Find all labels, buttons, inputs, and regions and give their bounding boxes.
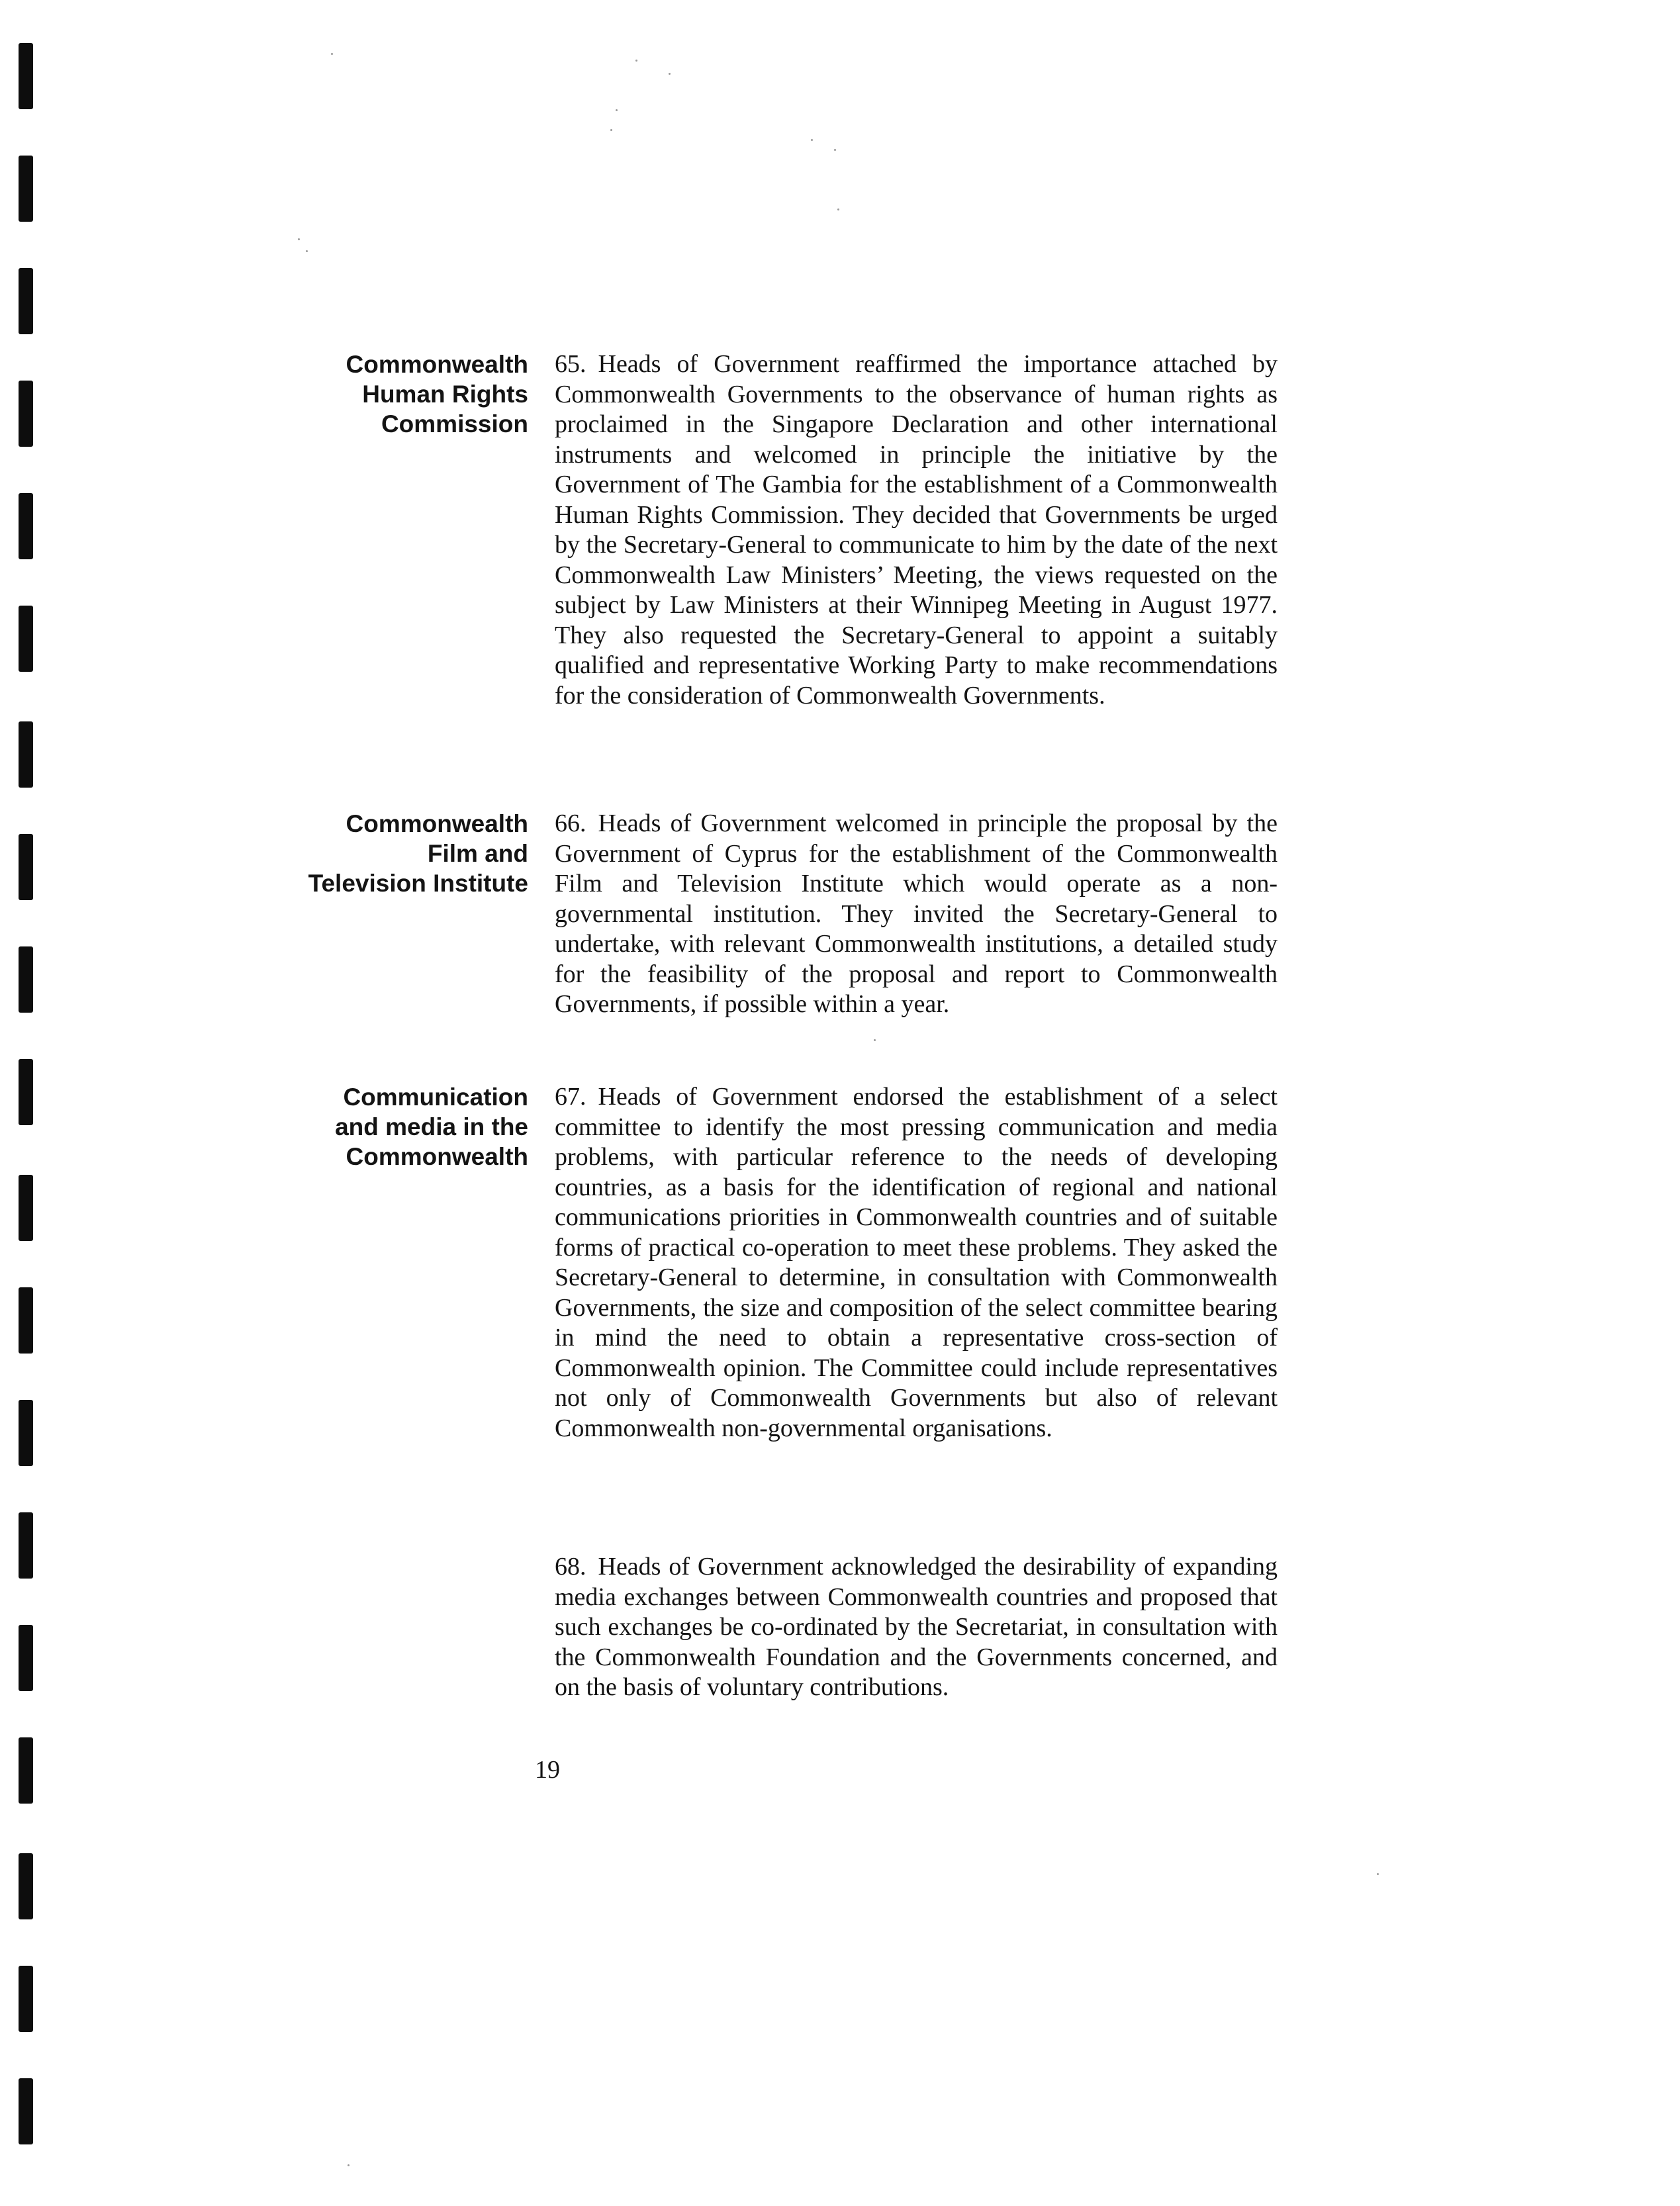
side-heading: Communication and media in the Commonwealth bbox=[335, 1083, 528, 1170]
binding-mark bbox=[19, 381, 33, 447]
paragraph-text: Heads of Government endorsed the establishment of a select committee to identify the most pressing communication and media problems, with particular reference to the needs of developing countries, as a basis for the identification of regional and national communications priorities in Commonwealth countries and of suitable forms of practical co-operation to meet these problems. They asked the Secretary-General to determine, in consultation with Commonwealth Governments, the size and composition of the select committee bearing in mind the need to obtain a representative cross-section of Commonwealth opinion. The Committee could include representatives not only of Commonwealth Governments but also of relevant Commonwealth non-governmental organisations. bbox=[555, 1083, 1278, 1442]
paragraph-number: 65. bbox=[555, 350, 586, 378]
binding-mark bbox=[19, 834, 33, 900]
binding-mark bbox=[19, 946, 33, 1013]
binding-mark bbox=[19, 606, 33, 672]
binding-mark bbox=[19, 1853, 33, 1919]
binding-mark bbox=[19, 156, 33, 222]
page-number: 19 bbox=[535, 1756, 560, 1784]
binding-mark bbox=[19, 493, 33, 559]
paragraph bbox=[555, 349, 1278, 711]
paragraph-number: 68. bbox=[555, 1553, 586, 1581]
paragraph-number: 66. bbox=[555, 809, 586, 837]
binding-mark bbox=[19, 43, 33, 109]
side-heading: Commonwealth Human Rights Commission bbox=[346, 351, 528, 437]
binding-mark bbox=[19, 1966, 33, 2032]
binding-mark bbox=[19, 268, 33, 334]
paragraph-text: Heads of Government acknowledged the desirability of expanding media exchanges between Commonwealth countries and proposed that such exchanges be co-ordinated by the Secretariat, in consultation with the Commonwealth Foundation and the Governments concerned, and on the basis of voluntary contributions. bbox=[555, 1553, 1278, 1701]
paragraph bbox=[555, 809, 1278, 1020]
binding-mark bbox=[19, 1625, 33, 1691]
paragraph-number: 67. bbox=[555, 1083, 586, 1111]
binding-mark bbox=[19, 2078, 33, 2144]
binding-mark bbox=[19, 1175, 33, 1241]
binding-mark bbox=[19, 1059, 33, 1125]
binding-mark bbox=[19, 1400, 33, 1466]
binding-mark bbox=[19, 721, 33, 788]
paragraph-text: Heads of Government reaffirmed the importance attached by Commonwealth Governments to the observance of human rights as proclaimed in the Singapore Declaration and other international instruments and welcomed in principle the initiative by the Government of The Gambia for the establishment of a Commonwealth Human Rights Commission. They decided that Governments be urged by the Secretary-General to communicate to him by the date of the next Commonwealth Law Ministers’ Meeting, the views requested on the subject by Law Ministers at their Winnipeg Meeting in August 1977. They also requested the Secretary-General to appoint a suitably qualified and representative Working Party to make recommendations for the consideration of Commonwealth Governments. bbox=[555, 350, 1278, 710]
binding-mark bbox=[19, 1512, 33, 1579]
binding-mark bbox=[19, 1287, 33, 1354]
binding-mark bbox=[19, 1737, 33, 1804]
side-heading: Commonwealth Film and Television Institute bbox=[308, 810, 528, 897]
paragraph bbox=[555, 1552, 1278, 1703]
binding-marks bbox=[0, 0, 40, 2206]
paragraph bbox=[555, 1082, 1278, 1444]
paragraph-text: Heads of Government welcomed in principle the proposal by the Government of Cyprus for the establishment of the Commonwealth Film and Television Institute which would operate as a non-governmental institution. They invited the Secretary-General to undertake, with relevant Commonwealth institutions, a detailed study for the feasibility of the proposal and report to Commonwealth Governments, if possible within a year. bbox=[555, 809, 1278, 1018]
